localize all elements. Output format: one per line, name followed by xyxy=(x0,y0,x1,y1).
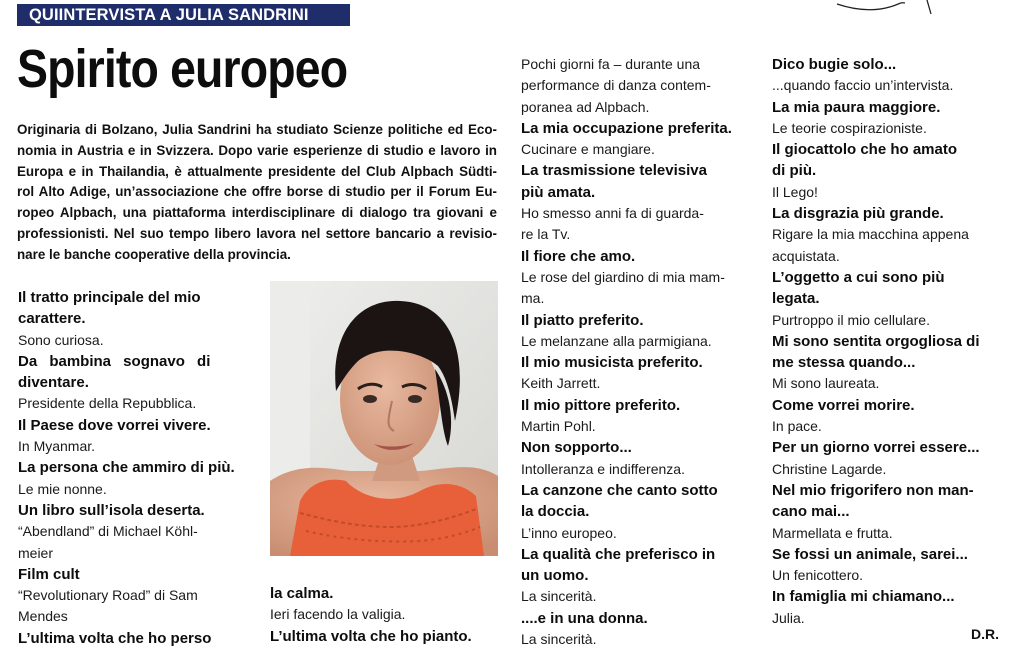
answer-line: Keith Jarrett. xyxy=(521,375,601,392)
answer-line: Intolleranza e indifferenza. xyxy=(521,460,685,477)
intro-line: ropeo Alpbach, una piattaforma interdisciplinare di dialogo tra giovani e xyxy=(17,205,497,221)
question-line: carattere. xyxy=(18,310,86,328)
article-title: Spirito europeo xyxy=(17,39,348,99)
answer-line: Martin Pohl. xyxy=(521,418,596,435)
question-line: Un libro sull’isola deserta. xyxy=(18,501,205,519)
answer-line: performance di danza contem- xyxy=(521,77,711,94)
intro-line: Originaria di Bolzano, Julia Sandrini ha studiato Scienze politiche ed Eco- xyxy=(17,122,497,137)
question-line: La mia occupazione preferita. xyxy=(521,119,732,137)
question-line: ....e in una donna. xyxy=(521,609,648,627)
answer-line: Ieri facendo la valigia. xyxy=(270,606,406,623)
answer-line: La sincerità. xyxy=(521,588,597,605)
answer-line: Purtroppo il mio cellulare. xyxy=(772,311,930,328)
answer-line: “Revolutionary Road” di Sam xyxy=(18,587,198,604)
question-line: La qualità che preferisco in xyxy=(521,545,716,563)
question-line: Per un giorno vorrei essere... xyxy=(772,439,980,457)
question-line: L’oggetto a cui sono più xyxy=(772,268,945,286)
answer-line: Le rose del giardino di mia mam- xyxy=(521,268,725,285)
answer-line: L’inno europeo. xyxy=(521,524,617,541)
intro-line: Europa e in Thailandia, è attualmente presidente del Club Alpbach Südti- xyxy=(17,163,497,179)
question-line: Film cult xyxy=(18,565,80,583)
intro-paragraph xyxy=(17,120,497,266)
answer-line: poranea ad Alpbach. xyxy=(521,98,650,115)
question-line: L’ultima volta che ho pianto. xyxy=(270,627,472,645)
answer-line: ...quando faccio un’intervista. xyxy=(772,77,954,94)
answer-line: Un fenicottero. xyxy=(772,567,864,584)
portrait-photo xyxy=(270,281,498,556)
answer-line: Mi sono laureata. xyxy=(772,375,880,392)
answer-line: re la Tv. xyxy=(521,226,571,243)
answer-line: Le melanzane alla parmigiana. xyxy=(521,332,712,349)
question-line: un uomo. xyxy=(521,567,589,585)
question-line: Mi sono sentita orgogliosa di xyxy=(772,332,980,350)
question-line: Il giocattolo che ho amato xyxy=(772,141,958,159)
question-line: la doccia. xyxy=(521,503,590,521)
question-line: Il mio pittore preferito. xyxy=(521,396,681,414)
question-line: L’ultima volta che ho perso xyxy=(18,629,212,647)
author-signature: D.R. xyxy=(971,626,999,642)
question-line: Il tratto principale del mio xyxy=(18,289,201,306)
question-line: più amata. xyxy=(521,183,596,201)
question-line: Non sopporto... xyxy=(521,439,632,457)
question-line: Come vorrei morire. xyxy=(772,396,915,414)
section-tag: QUIINTERVISTA A JULIA SANDRINI xyxy=(17,4,350,26)
qa-column-4 xyxy=(772,54,1000,629)
question-line: Se fossi un animale, sarei... xyxy=(772,545,968,563)
question-line: Da bambina sognavo di xyxy=(18,352,211,370)
question-line: Il fiore che amo. xyxy=(521,247,636,265)
answer-line: Le mie nonne. xyxy=(18,480,107,497)
intro-line: nomia in Austria e in Svizzera. Dopo varie esperienze di studio e lavoro in xyxy=(17,142,497,158)
answer-line: “Abendland” di Michael Köhl- xyxy=(18,523,198,540)
question-line: In famiglia mi chiamano... xyxy=(772,588,955,606)
question-line: Dico bugie solo... xyxy=(772,56,897,73)
question-line: Il mio musicista preferito. xyxy=(521,354,703,372)
question-line: cano mai... xyxy=(772,503,850,521)
answer-line: Rigare la mia macchina appena xyxy=(772,226,969,243)
question-line: Il Paese dove vorrei vivere. xyxy=(18,416,211,434)
answer-line: meier xyxy=(18,544,54,561)
question-line: La mia paura maggiore. xyxy=(772,98,941,116)
question-line: La canzone che canto sotto xyxy=(521,481,718,499)
answer-line: Marmellata e frutta. xyxy=(772,524,893,541)
qa-column-1 xyxy=(18,287,246,649)
question-line: La persona che ammiro di più. xyxy=(18,459,235,477)
answer-line: Le teorie cospirazioniste. xyxy=(772,119,927,136)
question-line: La disgrazia più grande. xyxy=(772,205,944,223)
qa-column-2 xyxy=(270,583,498,647)
question-line: diventare. xyxy=(18,374,89,392)
handwriting-mark xyxy=(835,0,945,16)
answer-line: In Myanmar. xyxy=(18,438,96,455)
answer-line: ma. xyxy=(521,290,545,307)
question-line: di più. xyxy=(772,162,817,180)
question-line: La trasmissione televisiva xyxy=(521,162,707,180)
answer-line: Sono curiosa. xyxy=(18,331,104,348)
answer-line: Pochi giorni fa – durante una xyxy=(521,56,701,72)
intro-line: nare le banche cooperative della provincia. xyxy=(17,246,291,262)
question-line: la calma. xyxy=(270,585,334,602)
answer-line: Il Lego! xyxy=(772,183,818,200)
question-line: Il piatto preferito. xyxy=(521,311,644,329)
answer-line: Christine Lagarde. xyxy=(772,460,887,477)
answer-line: Presidente della Repubblica. xyxy=(18,395,197,412)
question-line: legata. xyxy=(772,290,820,308)
intro-line: professionisti. Nel suo tempo libero lavora nel settore bancario a revisio- xyxy=(17,225,497,241)
question-line: me stessa quando... xyxy=(772,354,916,372)
answer-line: acquistata. xyxy=(772,247,840,264)
question-line: Nel mio frigorifero non man- xyxy=(772,481,974,499)
answer-line: Mendes xyxy=(18,608,68,625)
answer-line: Julia. xyxy=(772,609,805,626)
answer-line: Ho smesso anni fa di guarda- xyxy=(521,205,704,222)
answer-line: In pace. xyxy=(772,418,822,435)
qa-column-3 xyxy=(521,54,749,650)
answer-line: Cucinare e mangiare. xyxy=(521,141,655,158)
intro-line: rol Alto Adige, un’associazione che offre borse di studio per il Forum Eu- xyxy=(17,184,497,200)
answer-line: La sincerità. xyxy=(521,631,597,648)
